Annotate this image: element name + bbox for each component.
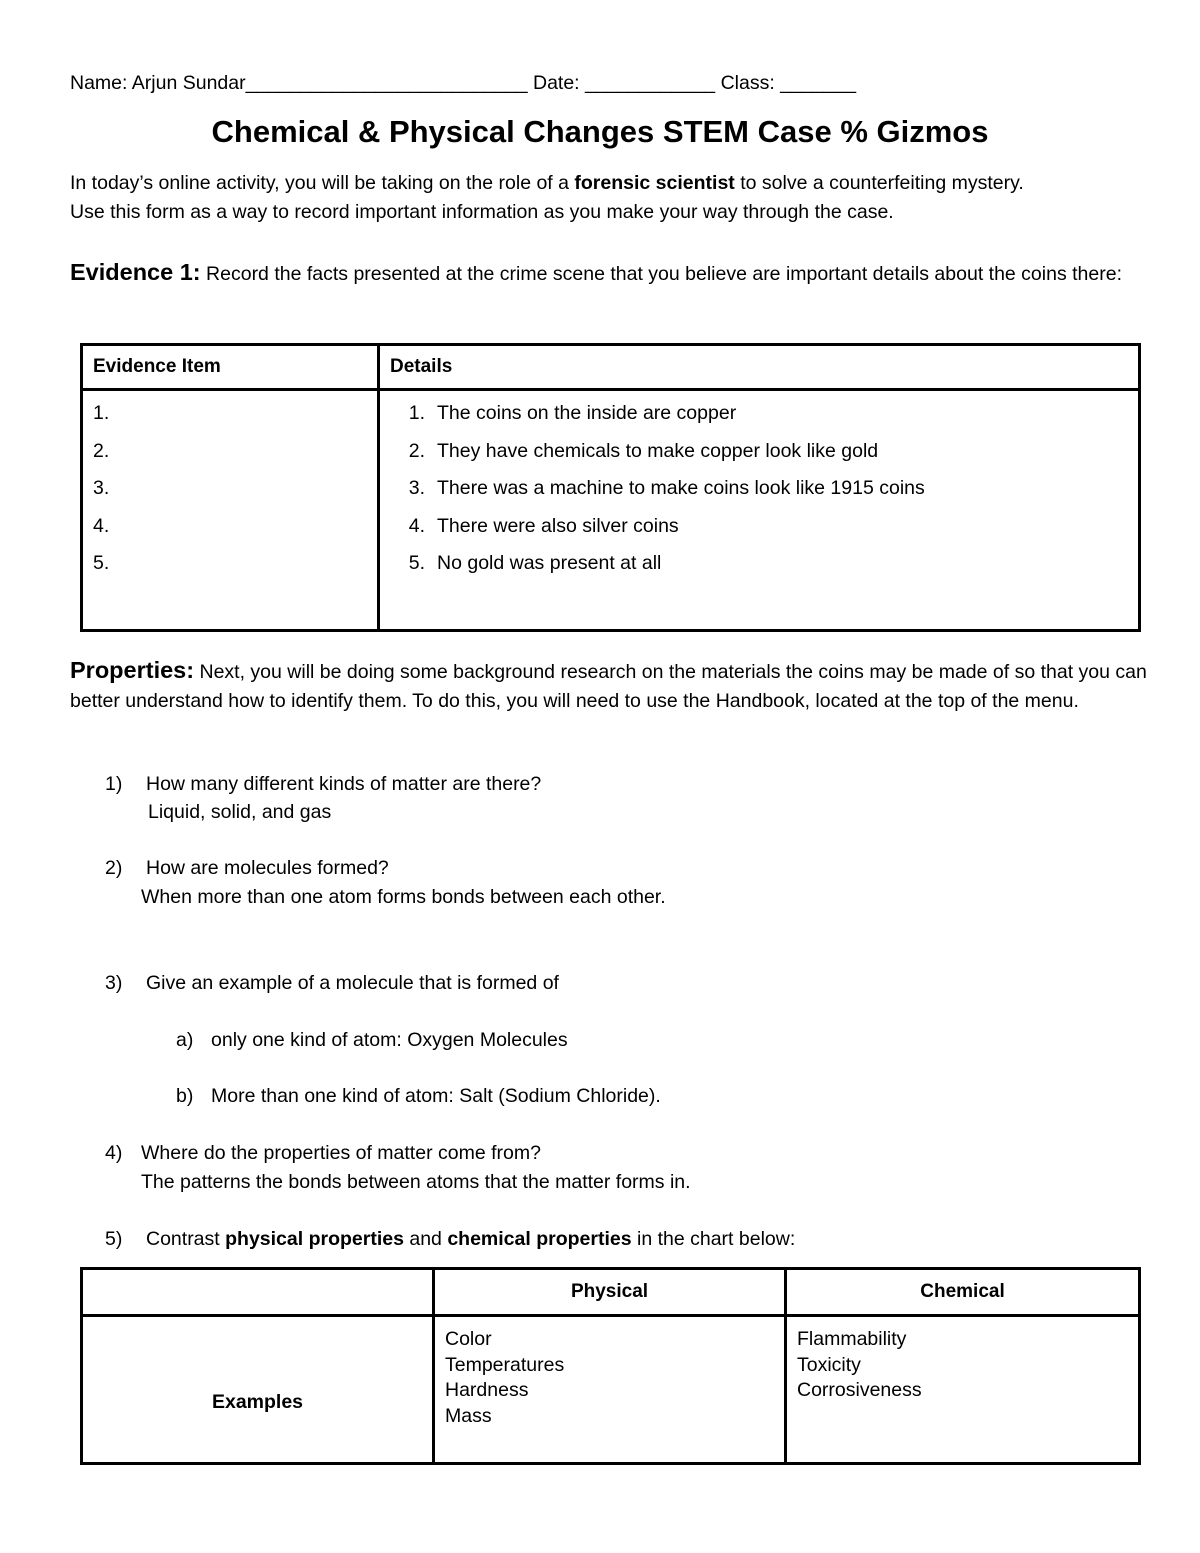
evidence-items-cell <box>82 390 379 631</box>
question-4-number: 4) <box>105 1142 123 1164</box>
details-header: Details <box>379 345 1140 390</box>
item-text: There was a machine to make coins look like 1915 coins <box>437 477 925 499</box>
q5-text: Contrast <box>146 1228 226 1250</box>
question-2: How are molecules formed? <box>146 857 389 879</box>
evidence-section <box>70 257 1150 289</box>
list-item <box>380 551 1128 589</box>
list-item <box>380 401 1128 439</box>
list-item: 2. <box>93 439 110 462</box>
intro-text-end: to solve a counterfeiting mystery. <box>734 172 1024 194</box>
chemical-header: Chemical <box>786 1269 1140 1316</box>
list-item: 5. <box>93 552 110 574</box>
properties-heading: Properties: <box>70 657 195 683</box>
evidence-table <box>80 343 1141 632</box>
item-number: 5. <box>408 552 425 574</box>
page-title: Chemical & Physical Changes STEM Case % Gizmos <box>211 114 989 149</box>
list-item: Color <box>445 1328 492 1350</box>
list-item: Corrosiveness <box>797 1379 922 1401</box>
question-3: Give an example of a molecule that is formed of <box>146 972 559 994</box>
physical-examples-list <box>445 1327 784 1429</box>
intro-line2: Use this form as a way to record important information as you make your way through the case. <box>70 200 894 223</box>
answer-3a: only one kind of atom: Oxygen Molecules <box>211 1029 568 1051</box>
intro-text: In today’s online activity, you will be taking on the role of a <box>70 172 575 194</box>
list-item <box>380 476 1128 514</box>
item-number: 2. <box>408 439 425 462</box>
list-item: Flammability <box>797 1328 907 1350</box>
question-1: How many different kinds of matter are there? <box>146 773 542 795</box>
q5-text-end: in the chart below: <box>631 1228 796 1250</box>
properties-text: Next, you will be doing some background research on the materials the coins may be made of so that you can better understand how to identify them. To do this, you will need to use the Handbook, located at the top of the menu. <box>70 661 1147 712</box>
item-text: No gold was present at all <box>437 552 662 574</box>
answer-1: Liquid, solid, and gas <box>148 801 332 823</box>
question-3-number: 3) <box>105 972 123 994</box>
item-number: 3. <box>408 477 425 499</box>
list-item: 1. <box>93 402 110 424</box>
item-text: They have chemicals to make copper look like gold <box>437 439 879 462</box>
details-cell <box>379 390 1140 631</box>
question-4: Where do the properties of matter come from? <box>141 1142 541 1164</box>
evidence-item-header: Evidence Item <box>82 345 379 390</box>
evidence-prompt: Record the facts presented at the crime scene that you believe are important details about the coins there: <box>200 263 1122 285</box>
empty-header-cell <box>82 1269 434 1316</box>
answer-3a-letter: a) <box>176 1029 194 1051</box>
list-item: 3. <box>93 477 110 499</box>
intro-paragraph <box>70 169 1150 226</box>
question-5 <box>146 1228 795 1251</box>
examples-label: Examples <box>82 1316 434 1464</box>
answer-2: When more than one atom forms bonds between each other. <box>141 886 666 908</box>
item-text: There were also silver coins <box>437 514 679 537</box>
physical-examples-cell <box>434 1316 786 1464</box>
q5-text-mid: and <box>403 1228 448 1250</box>
list-item <box>380 439 1128 477</box>
list-item: Hardness <box>445 1379 529 1401</box>
question-1-number: 1) <box>105 773 123 795</box>
contrast-table <box>80 1267 1141 1465</box>
q5-bold-physical: physical properties <box>225 1228 404 1250</box>
evidence-item-list <box>93 401 367 589</box>
evidence-heading: Evidence 1: <box>70 259 201 285</box>
header-line: Name: Arjun Sundar__________________________ Date: ____________ Class: _______ <box>70 72 857 94</box>
chemical-examples-cell <box>786 1316 1140 1464</box>
q5-bold-chemical: chemical properties <box>447 1228 632 1250</box>
list-item: Temperatures <box>445 1353 565 1376</box>
intro-bold: forensic scientist <box>574 172 735 194</box>
list-item: Mass <box>445 1404 492 1427</box>
answer-3b: More than one kind of atom: Salt (Sodium Chloride). <box>211 1085 661 1107</box>
properties-section <box>70 656 1150 715</box>
chemical-examples-list <box>797 1327 1138 1404</box>
list-item <box>380 514 1128 552</box>
item-number: 4. <box>408 514 425 537</box>
list-item: 4. <box>93 514 110 537</box>
question-5-number: 5) <box>105 1228 123 1250</box>
list-item: Toxicity <box>797 1353 861 1376</box>
answer-4: The patterns the bonds between atoms that the matter forms in. <box>141 1171 691 1193</box>
physical-header: Physical <box>434 1269 786 1316</box>
item-number: 1. <box>408 402 425 424</box>
item-text: The coins on the inside are copper <box>437 402 737 424</box>
details-list <box>380 401 1128 589</box>
question-2-number: 2) <box>105 857 123 879</box>
answer-3b-letter: b) <box>176 1085 194 1107</box>
